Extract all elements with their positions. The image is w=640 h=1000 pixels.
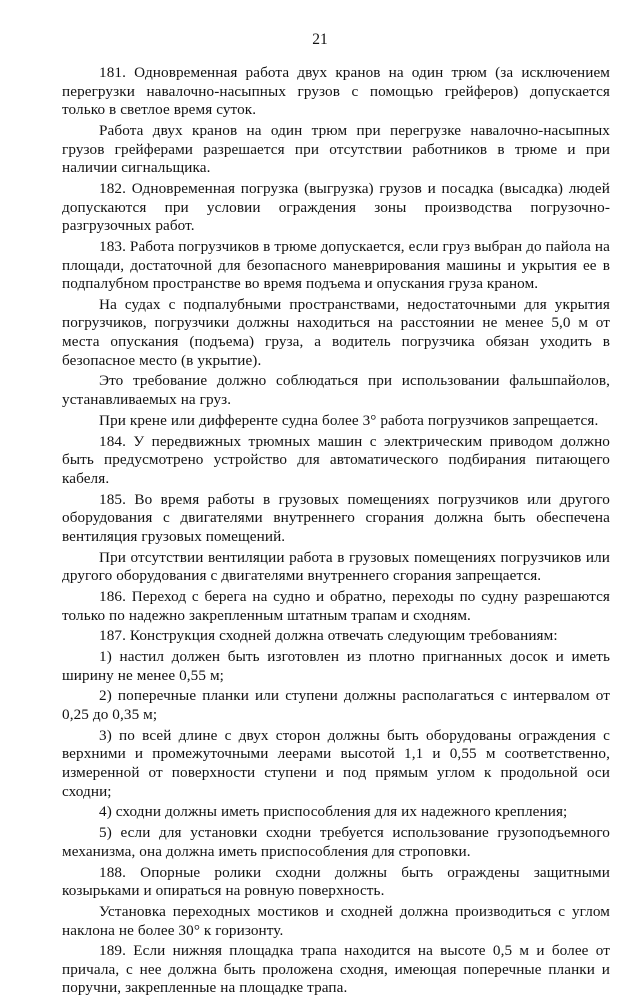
paragraph-188: 188. Опорные ролики сходни должны быть ограждены защитными козырьками и опираться на ровную поверхность. bbox=[62, 863, 610, 900]
list-item-187-1: 1) настил должен быть изготовлен из плотно пригнанных досок и иметь ширину не менее 0,55 м; bbox=[62, 648, 610, 684]
document-body bbox=[62, 64, 610, 1000]
paragraph-186: 186. Переход с берега на судно и обратно, переходы по судну разрешаются только по надежно закрепленным штатным трапам и сходням. bbox=[62, 587, 610, 624]
paragraph-183-heel: При крене или дифференте судна более 3° работа погрузчиков запрещается. bbox=[99, 411, 599, 429]
paragraph-183-false-floor: Это требование должно соблюдаться при использовании фальшпайолов, устанавливаемых на груз. bbox=[62, 372, 610, 409]
list-item-187-4: 4) сходни должны иметь приспособления для их надежного крепления; bbox=[99, 803, 568, 821]
list-item-187-5: 5) если для установки сходни требуется использование грузоподъемного механизма, она должна иметь приспособления для строповки. bbox=[62, 824, 610, 860]
paragraph-183-underdeck: На судах с подпалубными пространствами, недостаточными для укрытия погрузчиков, погрузчики должны находиться на расстоянии не менее 5,0 м от места опускания (подъема) груза, а водитель погрузчика обязан уходить в безопасное место (в укрытие). bbox=[62, 295, 610, 369]
list-item-187-3: 3) по всей длине с двух сторон должны быть оборудованы ограждения с верхними и промежуточными леерами высотой 1,1 и 0,55 м соответственно, измеренной от поверхности ступени и под прямым углом к продольной оси сходни; bbox=[62, 726, 610, 800]
paragraph-188-gangway-angle: Установка переходных мостиков и сходней должна производиться с углом наклона не более 30° к горизонту. bbox=[62, 902, 610, 939]
paragraph-184: 184. У передвижных трюмных машин с электрическим приводом должно быть предусмотрено устройство для автоматического подбирания питающего кабеля. bbox=[62, 432, 610, 487]
paragraph-181: 181. Одновременная работа двух кранов на один трюм (за исключением перегрузки навалочно-насыпных грузов с помощью грейферов) допускается только в светлое время суток. bbox=[62, 64, 610, 119]
paragraph-182: 182. Одновременная погрузка (выгрузка) грузов и посадка (высадка) людей допускаются при условии ограждения зоны производства погрузочно-разгрузочных работ. bbox=[62, 179, 610, 235]
paragraph-185-no-ventilation: При отсутствии вентиляции работа в грузовых помещениях погрузчиков или другого оборудования с двигателями внутреннего сгорания запрещается. bbox=[62, 548, 610, 585]
page-number: 21 bbox=[312, 31, 328, 48]
paragraph-181-grab-cranes: Работа двух кранов на один трюм при перегрузке навалочно-насыпных грузов грейферами разрешается при отсутствии работников в трюме и при наличии сигнальщика. bbox=[62, 121, 610, 177]
paragraph-185: 185. Во время работы в грузовых помещениях погрузчиков или другого оборудования с двигателями внутреннего сгорания должна быть обеспечена вентиляция грузовых помещений. bbox=[62, 490, 610, 545]
list-item-187-2: 2) поперечные планки или ступени должны располагаться с интервалом от 0,25 до 0,35 м; bbox=[62, 687, 610, 724]
paragraph-183: 183. Работа погрузчиков в трюме допускается, если груз выбран до пайола на площади, достаточной для безопасного маневрирования машины и укрытия ее в подпалубном пространстве во время подъема и опускания груза краном. bbox=[62, 237, 610, 293]
paragraph-187: 187. Конструкция сходней должна отвечать следующим требованиям: bbox=[99, 627, 558, 645]
paragraph-189: 189. Если нижняя площадка трапа находится на высоте 0,5 м и более от причала, с нее должна быть проложена сходня, имеющая поперечные планки и поручни, закрепленные на площадке трапа. bbox=[62, 942, 610, 997]
